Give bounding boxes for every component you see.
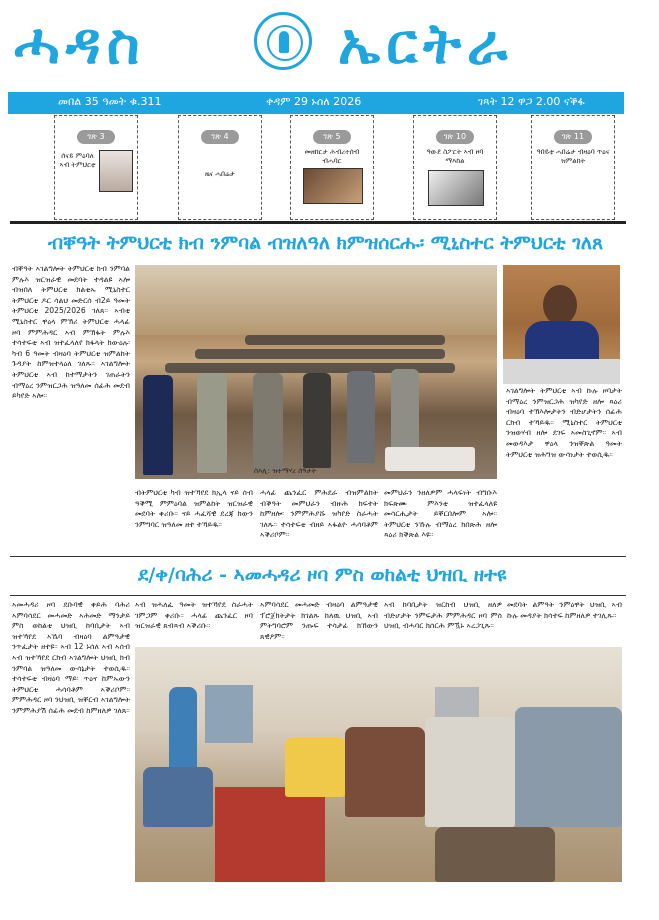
article-1-column-4: መምህራን ንዘለዎም ሓላፍነት ብግቡእ ክፍጽሙ ምእንቲ ዝተፈላለዩ መሳርሒታት ይቐርበሎም ኣሎ። ትምህርቲ ንኹሉ ብማዕረ ክበጽሕ ዘሎ ጻዕሪ ክቕጽል እዩ።: [384, 488, 497, 540]
seated-official: [391, 369, 419, 459]
crowd-group: [345, 727, 425, 817]
seated-official: [253, 373, 283, 471]
teaser-page-3[interactable]: [54, 115, 138, 220]
article-1-photo-meeting: [135, 265, 497, 479]
article-1-column-2: ብትምህርቲ ካብ ዝተኻየደ ክኢላ ናይ ሰብ ዓቕሚ ምምዕባል ዝምልከት ዝርዝራዊ መደባት ቀሪቡ። ናይ ሓፈሻዊ ደረጃ ክውን ንምግባር ዝዓለመ ዘተ ተኻይዱ።: [135, 488, 253, 529]
article-1-column-1: ብቐዓት ኣገልግሎት ትምህርቲ ክብ ንምባል ምሉእ ዝርዝራዊ መደባት ተዳልዩ ኣሎ ብዝበለ ትምህርቲ ክልቲኡ ሚኒስተር ትምህርቲ ዶር ሳልህ መድርሰ ብ2ይ ዓመት ትምህርቲ 2025/2026 ገለጸ። ኣብቲ ሚኒስተር ዋዕላ ምኽሪ ትምህርቲ ሓላፊ ዞባ ምምሕዳር ኣብ ምኽፋት ምሉእ ተሳተፍቲ ኣብ ዝተፈላለየ ክፋላት ክውዕሉ፡ ካብ 6 ዓመት ብዛዕባ ትምህርቲ ዝምልከት ጉዳያት ከምዝተላዕለ ገለጹ። ኣገልግሎት ትምህርቲ ኣብ ከተማታትን ገጠራትን ብማዕረ ንምዝርጋሕ ዝዓለመ ሰፊሕ መደብ ይካየድ ኣሎ።: [12, 264, 130, 401]
article-2-column-5: መደባት ልምዓት ንምዕዋት ህዝቢ ኣብ ኩሉ መዳያት ክሳተፍ ከምዘለዎ ተገሊጹ።: [507, 600, 622, 620]
seated-crowd-foreground: [435, 827, 555, 882]
state-emblem-icon: [254, 12, 312, 70]
article-2-column-2: ኣብ ዝሓለፈ ዓመት ዝተኻየደ ስራሓት ገምጋም ቀሪቡ። ሓላፊ ጨንፈር ዞባ ዝርዝራዊ ጸብጻብ ኣቕሪቡ።: [135, 600, 253, 631]
teaser-title: መዘከርታ ሕብረተሰብ ብሓባር: [304, 148, 360, 165]
seated-official: [303, 373, 331, 468]
article-2-column-3: ኣምባሳደር መሓመድ ብዛዕባ ልምዓታዊ ፕሮጀክትታት ክገልጹ ከለዉ ህዝቢ ኣብ ምትግባሮም ንጡፍ ተሳታፊ ክኸውን ጸዊዖም።: [260, 600, 378, 641]
teaser-title: ሰናይ ምዕባለ ኣብ ትምህርቲ: [59, 152, 96, 169]
volume-number: መበል 35 ዓመት ቁ.311: [58, 95, 162, 108]
section-divider: [10, 221, 626, 224]
seated-official: [143, 767, 213, 827]
teaser-title: ዓበይቲ ሓበሬታ ብዛዕባ ጥዕና ዝምልከት: [536, 148, 610, 165]
teaser-page-11[interactable]: [531, 115, 615, 220]
teaser-page-5[interactable]: [290, 115, 374, 220]
patterned-tablecloth: [215, 787, 325, 882]
teaser-page-label: ገጽ 10: [436, 130, 474, 144]
article-1-photo-minister: [503, 265, 620, 384]
article-2-column-1: ኣመሓዳሪ ዞባ ደቡባዊ ቀይሕ ባሕሪ ኣምባሳደር መሓመድ ኣሕመድ ማንታይ ምስ ወከልቲ ህዝቢ ከባቢታት ኣብ ዝተኻየደ ኣኼባ ብዛዕባ ልምዓታዊ ንጥፈታት ዘተዩ። ኣብ 12 ኑሰለ ኣብ ኣሰብ ኣብ ዝተኻየደ ርክብ ኣገልግሎት ህዝቢ ክብ ንምባል ዝዓለመ ውሳኔታት ተወሲዱ። ተሳተፍቲ ብዛዕባ ማይ፡ ጥዕና ከምኡውን ትምህርቲ ሓሳባቶም ኣቕሪቦም። ምምሕዳር ዞባ ንህዝቢ ዝቐርብ ኣገልግሎት ንምምሕያሽ ሰፊሕ መደብ ከምዘለዎ ገለጸ።: [12, 600, 130, 715]
masthead: [0, 0, 659, 92]
building-door: [205, 685, 253, 743]
audience-row: [195, 349, 445, 359]
speaker-head: [543, 285, 577, 325]
article-2-headline: ደ/ቀ/ባሕሪ - ኣመሓዳሪ ዞባ ምስ ወከልቲ ህዝቢ ዘተዩ: [138, 564, 507, 586]
article-1-column-3: ሓላፊ ጨንፈር ምሕደራ ብዝምልከት ብቕዓት መምህራን ብዙሕ ክፍተት ከምዘሎ፡ ንምምሕያሹ ዝካየድ ስራሓት ገለጹ። ተሳተፍቲ ብዘይ ኣፋልዮ ሓሳባቶም ኣቕሪቦም።: [260, 488, 378, 540]
headline-underline: [10, 595, 626, 596]
crowd-group: [425, 717, 515, 827]
article-1-headline: ብቐዓት ትምህርቲ ክብ ንምባል ብዝለዓለ ክምዝሰርሑ፡ ሚኒስተር ትምህርቲ ገለጸ: [48, 232, 604, 254]
issue-date: ቀዳም 29 ኑሰለ 2026: [266, 95, 362, 108]
teaser-thumbnail: [303, 168, 363, 204]
seated-official: [143, 375, 173, 475]
crowd-group: [285, 737, 345, 797]
podium-desk: [503, 359, 620, 384]
masthead-title-left: ሓዳስ: [14, 11, 146, 77]
teaser-page-10[interactable]: [413, 115, 497, 220]
projector-table: [385, 447, 475, 471]
teaser-page-label: ገጽ 4: [201, 130, 239, 144]
seated-official: [197, 373, 227, 473]
issue-info-bar: [8, 92, 624, 114]
teaser-thumbnail: [99, 150, 133, 192]
audience-row: [245, 335, 445, 345]
masthead-title-right: ኤርትራ: [338, 11, 514, 77]
article-2-column-4: ኣብ ከባቢታት ዝርከብ ህዝቢ ዘለዎ ብድሆታት ንምፍታሕ ምምሕዳር ዞባ ምስ ህዝቢ ብሓባር ክሰርሕ ምዃኑ ኣረጋጊጹ።: [384, 600, 502, 631]
seated-official: [347, 371, 375, 463]
teaser-title: ዜና ሓበሬታ: [205, 170, 235, 178]
article-divider: [10, 556, 626, 557]
teaser-page-label: ገጽ 5: [313, 130, 351, 144]
teaser-page-4[interactable]: [178, 115, 262, 220]
teaser-page-label: ገጽ 11: [554, 130, 592, 144]
article-1-column-5: ኣገልግሎት ትምህርቲ ኣብ ኩሉ ዞባታት ብማዕረ ንምዝርጋሕ ዝካየድ ዘሎ ጻዕሪ ብዛዕባ ተኽእሎታትን ብድሆታትን ሰፊሕ ርክብ ተኻይዱ። ሚኒስተር ትምህርቲ ንዝወሃብ ዘሎ ደገፍ ኣመስጊኖም። ኣብ መወዳእታ ዋዕላ ንዝቐጽል ዓመት ትምህርቲ ዝሕግዝ ውሳነታት ተወሲዱ።: [506, 386, 622, 459]
hall-wall: [135, 265, 497, 335]
teaser-title: ዓውደ ስፖርት ኣብ ዞባ ማእከል: [426, 148, 484, 165]
price-pages: ገጻት 12 ዋጋ 2.00 ናቕፋ: [478, 95, 585, 108]
teaser-page-label: ገጽ 3: [77, 130, 115, 144]
article-2-photo-community-meeting: [135, 647, 622, 882]
crowd-group: [515, 707, 622, 827]
photo-credit: ስእሊ: ዝተማሃረ ሰዓታት: [254, 467, 317, 475]
teaser-thumbnail: [428, 170, 484, 206]
